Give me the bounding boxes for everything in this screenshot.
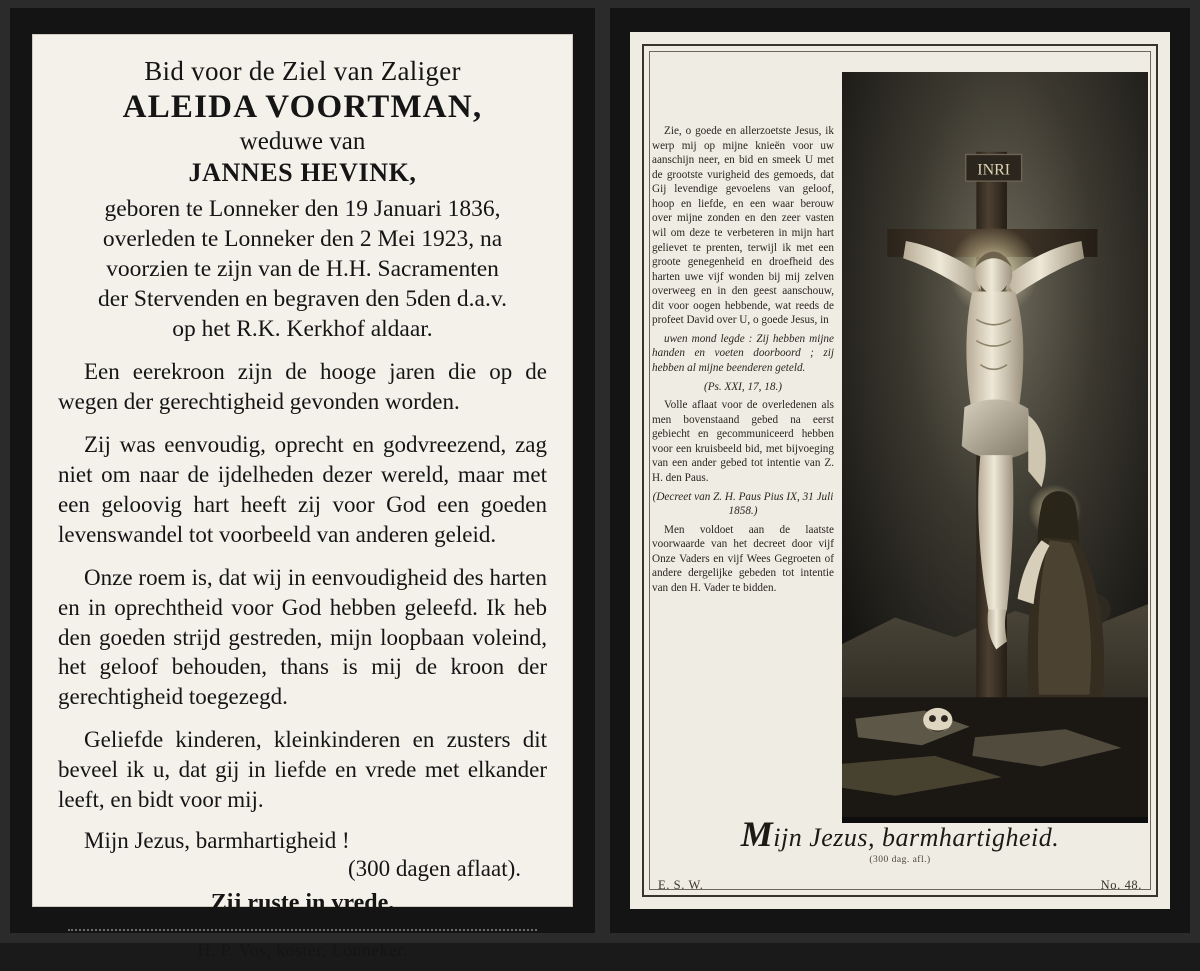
- detail-line: geboren te Lonneker den 19 Januari 1836,: [104, 196, 501, 222]
- decree-reference: (Decreet van Z. H. Paus Pius IX, 31 Juli 1858.): [652, 490, 834, 518]
- motto-indulgence: (300 dag. afl.): [869, 855, 931, 865]
- left-card-paper: [32, 34, 573, 960]
- memorial-card-left: [10, 8, 595, 960]
- motto-line: [660, 813, 1140, 865]
- pray-heading: Bid voor de Ziel van Zaliger: [144, 56, 461, 86]
- rest-in-peace: Zij ruste in vrede.: [210, 889, 395, 916]
- printer-credit: H. P. Vos, koster, Lonneker.: [197, 939, 408, 960]
- prayer-paragraph: Men voldoet aan de laatste voorwaarde van het decreet door vijf Onze Vaders en vijf Wees Gegroeten of andere dergelijke gebeden tot intentie van den H. Vader te bidden.: [652, 523, 834, 594]
- memorial-paragraph: Een eerekroon zijn de hooge jaren die op de wegen der gerechtigheid gevonden worden.: [58, 359, 547, 415]
- prayer-text-column: [652, 54, 834, 833]
- card-number: No. 48.: [1100, 878, 1142, 892]
- scripture-reference: (Ps. XXI, 17, 18.): [704, 380, 782, 393]
- life-details: [58, 194, 547, 344]
- publisher-mark: E. S. W.: [658, 878, 704, 892]
- memorial-paragraph: Onze roem is, dat wij in eenvoudigheid des harten en in oprechtheid voor God hebben geleefd. Ik heb den goeden strijd gestreden, mijn loopbaan voleind, het geloof behouden, thans is mij de kroon der gerechtigheid toegezegd.: [58, 564, 547, 710]
- indulgence-note: (300 dagen aflaat).: [347, 855, 521, 881]
- memorial-paragraph: Zij was eenvoudig, oprecht en godvreezend, zag niet om naar de ijdelheden dezer wereld, maar met een geloovig hart heeft zij voor God een goeden levenswandel tot voorbeeld van anderen geleid.: [58, 432, 547, 547]
- right-card-paper: [630, 32, 1170, 909]
- crucifixion-illustration: [842, 72, 1148, 823]
- right-card-footer: [658, 878, 1142, 893]
- spouse-name: JANNES HEVINK,: [188, 158, 417, 187]
- invocation-text: Mijn Jezus, barmhartigheid !: [84, 827, 350, 853]
- prayer-paragraph: Zie, o goede en allerzoetste Jesus, ik werp mij op mijne knieën voor uw aanschijn neer, en bid en smeek U met de grootste vurigheid des gemoeds, dat Gij levendige gevoelens van geloof, hoop en liefde, en een waar berouw over mijne zonden en den zeer vasten wil om deze te verbeteren in mijn hart gelievet te prenten, terwijl ik met een groote genegenheid en droefheid des harten uwe vijf wonden bij mij zelven overweeg en in den geest aanschouw, dit voor oogen hebbende, wat reeds de profeet David over U, o goede Jesus, in: [652, 125, 834, 327]
- crucifixion-scene-svg: [842, 72, 1148, 817]
- detail-line: overleden te Lonneker den 2 Mei 1923, na: [102, 226, 503, 253]
- motto-text: ijn Jezus, barmhartigheid.: [773, 823, 1060, 852]
- divider: [68, 929, 537, 931]
- detail-line: voorzien te zijn van de H.H. Sacramenten: [106, 256, 499, 283]
- prayer-paragraph: Volle aflaat voor de overledenen als men bovenstaand gebed na eerst gebiecht en gecommuniceerd hebben voor een kruisbeeld bid, met bijvoeging van een ander gebed tot intentie van Z. H. den Paus.: [652, 399, 834, 484]
- prayer-scripture-quote: uwen mond legde : Zij hebben mijne handen en voeten doorboord ; zij hebben al mijne beenderen geteld.: [652, 332, 834, 374]
- inri-plaque-text: INRI: [977, 161, 1011, 179]
- detail-line: der Stervenden en begraven den 5den d.a.v.: [98, 286, 507, 313]
- memorial-card-right: [610, 8, 1190, 933]
- detail-line: op het R.K. Kerkhof aldaar.: [172, 316, 433, 343]
- memorial-paragraph: Geliefde kinderen, kleinkinderen en zusters dit beveel ik u, dat gij in liefde en vrede met elkander leeft, en bidt voor mij.: [58, 727, 547, 812]
- relation-label: weduwe van: [239, 128, 366, 155]
- deceased-name: ALEIDA VOORTMAN,: [122, 89, 483, 125]
- motto-dropcap: M: [740, 814, 774, 854]
